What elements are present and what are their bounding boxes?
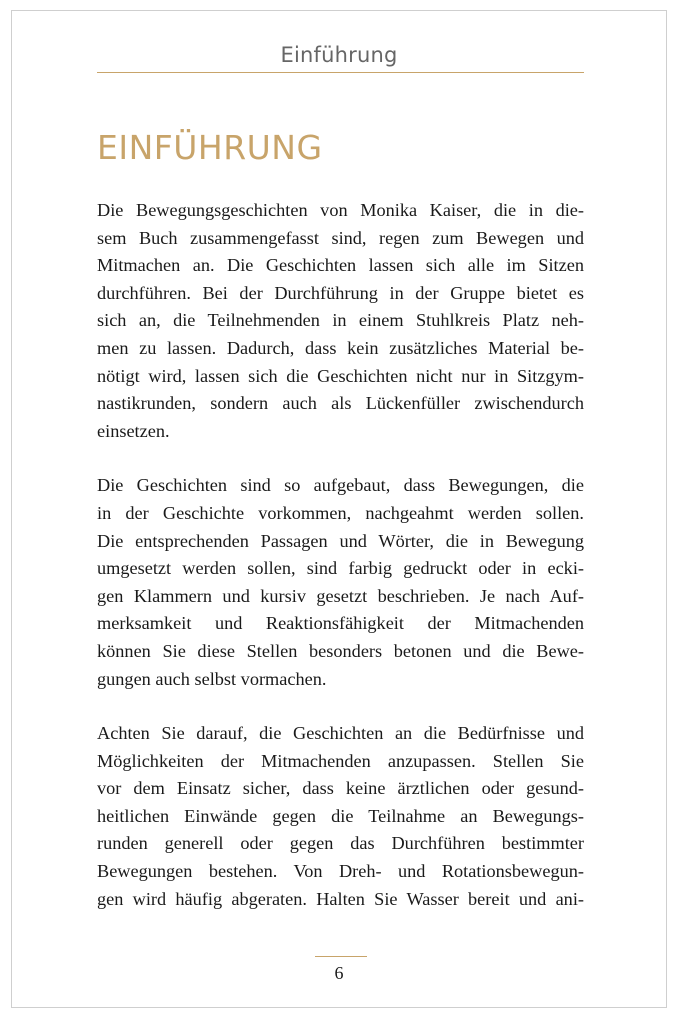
text-line: heitlichen Einwände gegen die Teilnahme an Bewegungs-: [97, 805, 584, 826]
text-line: einsetzen.: [97, 420, 170, 441]
text-line: Die entsprechenden Passagen und Wörter, die in Bewegung: [97, 530, 584, 551]
text-line: runden generell oder gegen das Durchführen bestimmter: [97, 833, 584, 854]
paragraph-1: [97, 197, 584, 445]
text-line: sich an, die Teilnehmenden in einem Stuhlkreis Platz neh-: [97, 310, 584, 331]
text-line: Die Geschichten sind so aufgebaut, dass Bewegungen, die: [97, 475, 584, 496]
text-line: können Sie diese Stellen besonders betonen und die Bewe-: [97, 640, 584, 661]
text-line: nastikrunden, sondern auch als Lückenfüller zwischendurch: [97, 393, 584, 414]
running-head: Einführung: [280, 43, 398, 67]
text-line: merksamkeit und Reaktionsfähigkeit der Mitmachenden: [97, 613, 584, 634]
text-line: durchführen. Bei der Durchführung in der Gruppe bietet es: [97, 282, 584, 303]
text-line: nötigt wird, lassen sich die Geschichten nicht nur in Sitzgym-: [97, 365, 584, 386]
text-line: Bewegungen bestehen. Von Dreh- und Rotationsbewegun-: [97, 861, 584, 882]
text-line: Möglichkeiten der Mitmachenden anzupassen. Stellen Sie: [97, 750, 584, 771]
text-line: gen Klammern und kursiv gesetzt beschrieben. Je nach Auf-: [97, 585, 584, 606]
text-line: umgesetzt werden sollen, sind farbig gedruckt oder in ecki-: [97, 558, 584, 579]
text-line: Mitmachen an. Die Geschichten lassen sich alle im Sitzen: [97, 255, 584, 276]
text-line: Achten Sie darauf, die Geschichten an die Bedürfnisse und: [97, 723, 584, 744]
header-rule: [97, 72, 584, 73]
paragraph-2: [97, 472, 584, 693]
page-number: 6: [334, 963, 344, 983]
footer-rule: [315, 956, 367, 957]
book-page: [11, 10, 667, 1008]
text-line: vor dem Einsatz sicher, dass keine ärztlichen oder gesund-: [97, 778, 584, 799]
text-line: sem Buch zusammengefasst sind, regen zum Bewegen und: [97, 227, 584, 248]
text-line: Die Bewegungsgeschichten von Monika Kaiser, die in die-: [97, 200, 584, 220]
text-line: gungen auch selbst vormachen.: [97, 668, 327, 689]
paragraph-3: [97, 720, 584, 913]
text-line: men zu lassen. Dadurch, dass kein zusätzliches Material be-: [97, 337, 584, 358]
text-line: in der Geschichte vorkommen, nachgeahmt werden sollen.: [97, 502, 584, 523]
body-text: [97, 197, 584, 940]
chapter-title: EINFÜHRUNG: [97, 128, 323, 167]
text-line: gen wird häufig abgeraten. Halten Sie Wasser bereit und ani-: [97, 888, 584, 909]
